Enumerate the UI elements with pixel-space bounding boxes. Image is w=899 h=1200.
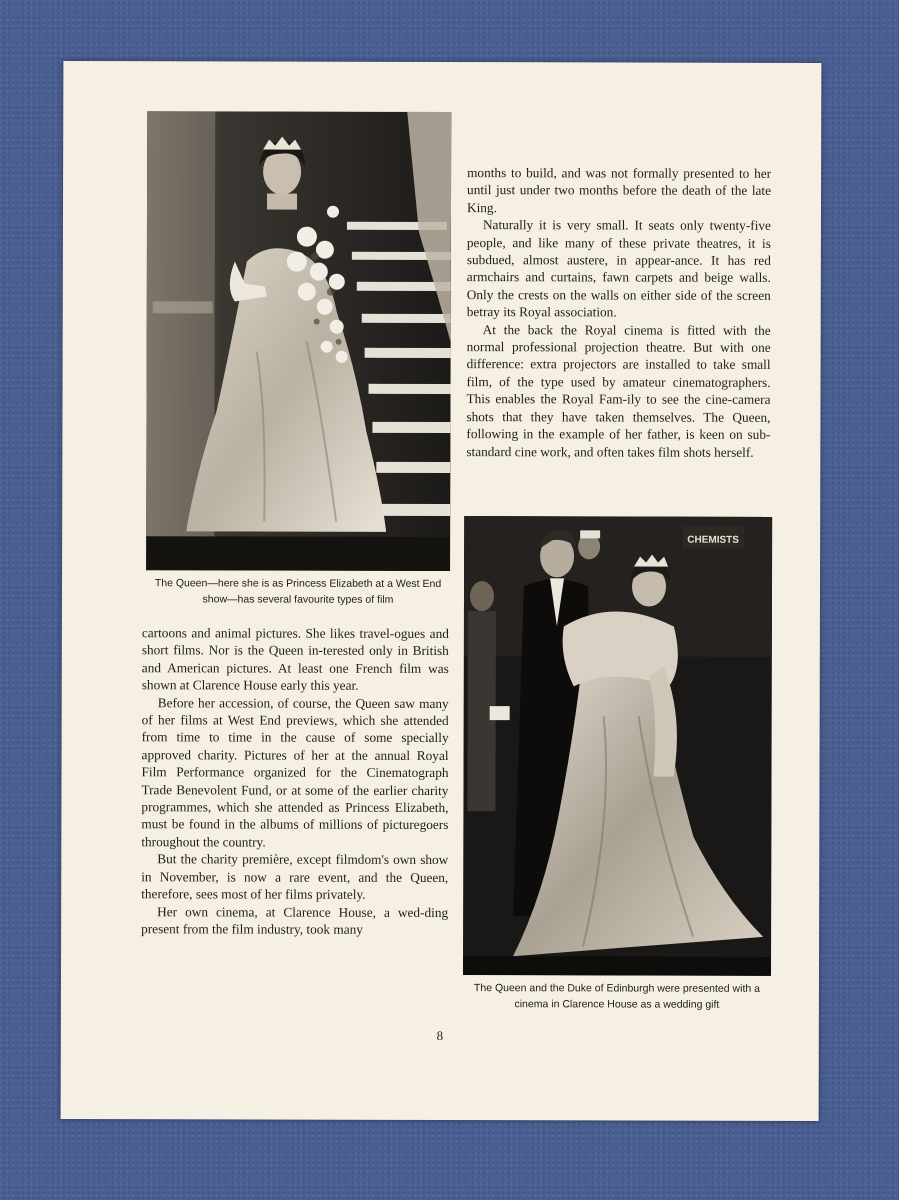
paragraph: months to build, and was not formally presented to her until just under two months before the death of the late King.	[466, 165, 772, 215]
paragraph: At the back the Royal cinema is fitted with the normal professional projection theatre. But with one difference: extra projectors are installed to take small film, of the type used by amateur cinematographers. This enables the Royal Fam-ily to see the cine-camera shots that they have taken themselves. The Queen, following in the example of her father, is keen on sub-standard cine work, and often takes film shots herself.	[466, 321, 771, 460]
photo2-caption: The Queen and the Duke of Edinburgh were presented with a cinema in Clarence House as a wedding gift	[473, 982, 760, 1011]
photo1-caption: The Queen—here she is as Princess Elizabeth at a West End show—has several favourite types of film	[154, 577, 442, 606]
photo-princess-elizabeth-staircase	[146, 111, 451, 571]
paragraph: But the charity première, except filmdom's own show in November, is now a rare event, and the Queen, therefore, sees most of her films privately.	[141, 851, 449, 902]
paragraph: Before her accession, of course, the Queen saw many of her films at West End previews, which she attended from time to time in the cause of some specially approved charity. Pictures of her at the annual Royal Film Performance organized for the Cinematograph Trade Benevolent Fund, or at some of the earlier charity programmes, which she attended as Princess Elizabeth, must be found in the albums of millions of picturegoers throughout the country.	[141, 694, 449, 850]
magazine-page	[61, 61, 822, 1121]
left-column-text	[141, 624, 449, 938]
chemists-sign: CHEMISTS	[687, 534, 739, 546]
paragraph: Naturally it is very small. It seats only twenty-five people, and like many of these private theatres, it is subdued, almost austere, in appear-ance. It has red armchairs and curtains, fawn carpets and beige walls. Only the crests on the walls on either side of the screen betray its Royal association.	[466, 217, 771, 320]
photo-queen-and-duke	[463, 516, 772, 976]
paragraph: Her own cinema, at Clarence House, a wed-ding present from the film industry, took many	[141, 903, 449, 937]
paragraph: cartoons and animal pictures. She likes travel-ogues and short films. Nor is the Queen in-terested only in British and American pictures. At least one French film was shown at Clarence House early this year.	[141, 625, 449, 694]
right-column-text	[466, 164, 771, 461]
page-number: 8	[436, 1027, 444, 1044]
